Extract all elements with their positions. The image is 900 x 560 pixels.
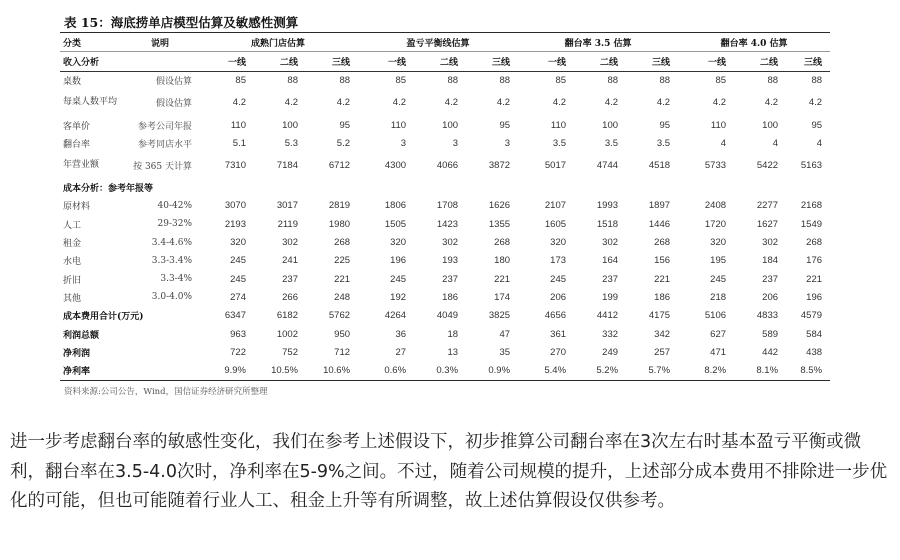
table-cell: 193	[442, 255, 459, 267]
table-row	[60, 252, 830, 270]
table-cell: 274	[230, 291, 246, 303]
table-cell: 13	[447, 346, 459, 358]
table-cell: 237	[762, 273, 779, 285]
table-cell: 302	[602, 237, 619, 249]
table-cell: 4833	[756, 310, 779, 322]
category-header: 分类	[60, 33, 122, 52]
table-cell	[414, 178, 466, 196]
table-cell: 1423	[436, 218, 459, 230]
table-cell: 1505	[384, 218, 407, 230]
table-cell	[574, 178, 626, 196]
table-cell: 88	[287, 75, 298, 87]
table-cell: 4.2	[336, 97, 351, 109]
row-label: 客单价	[63, 121, 91, 132]
table-cell: 249	[602, 346, 619, 358]
table-cell: 221	[806, 273, 823, 285]
tier-header: 一线	[198, 52, 254, 71]
table-cell: 320	[390, 237, 407, 249]
table-row	[60, 270, 830, 288]
row-label: 其他	[63, 293, 82, 304]
table-cell: 95	[499, 119, 511, 131]
table-row	[60, 343, 830, 361]
table-cell: 2119	[277, 218, 298, 230]
table-cell: 245	[230, 255, 246, 267]
table-cell: 722	[230, 346, 246, 358]
row-note: 假设估算	[155, 77, 192, 88]
table-cell: 268	[806, 237, 823, 249]
row-label: 成本费用合计(万元)	[63, 312, 144, 323]
table-cell: 4.2	[392, 97, 407, 109]
table-cell: 100	[762, 119, 779, 131]
table-cell: 7184	[276, 159, 298, 171]
table-cell: 27	[395, 346, 407, 358]
table-row	[60, 71, 830, 90]
table-cell: 950	[334, 328, 351, 340]
table-cell: 245	[710, 273, 727, 285]
table-cell: 584	[806, 328, 823, 340]
table-cell: 332	[602, 328, 619, 340]
table-cell: 4.2	[656, 97, 671, 109]
table-cell: 320	[550, 237, 567, 249]
table-cell: 3825	[488, 310, 511, 322]
table-cell: 268	[494, 237, 511, 249]
table-cell: 4049	[436, 310, 459, 322]
table-cell: 0.3%	[414, 361, 466, 380]
tier-header: 二线	[254, 52, 306, 71]
table-cell: 3.5	[604, 137, 619, 149]
tier-header: 一线	[678, 52, 734, 71]
table-cell: 110	[230, 119, 246, 131]
table-cell: 752	[282, 346, 298, 358]
table-cell: 206	[762, 291, 779, 303]
table-cell: 237	[602, 273, 619, 285]
tier-header: 一线	[358, 52, 414, 71]
table-header-tiers	[60, 52, 830, 71]
table-cell: 5422	[756, 159, 779, 171]
row-note	[122, 325, 198, 343]
row-label: 原材料	[63, 202, 91, 213]
table-cell: 221	[654, 273, 671, 285]
table-row	[60, 90, 830, 116]
table-cell: 6347	[224, 310, 246, 322]
table-row	[60, 134, 830, 152]
table-cell: 4579	[800, 310, 823, 322]
table-cell: 47	[499, 328, 511, 340]
table-cell: 4264	[384, 310, 407, 322]
table-row	[60, 233, 830, 251]
table-cell: 241	[282, 255, 298, 267]
table-cell: 237	[282, 273, 298, 285]
table-cell: 1626	[488, 200, 511, 212]
row-label: 利润总额	[63, 330, 100, 341]
table-cell: 3017	[276, 200, 298, 212]
row-label: 翻台率	[63, 139, 91, 150]
table-cell: 5163	[800, 159, 823, 171]
table-cell: 248	[334, 291, 351, 303]
table-row	[60, 361, 830, 380]
tier-header: 一线	[518, 52, 574, 71]
table-cell: 186	[442, 291, 459, 303]
table-cell: 6712	[328, 159, 351, 171]
table-cell: 0.9%	[466, 361, 518, 380]
table-cell: 88	[499, 75, 511, 87]
table-cell: 4518	[648, 159, 671, 171]
table-cell: 1720	[704, 218, 727, 230]
table-cell	[254, 178, 306, 196]
table-row	[60, 325, 830, 343]
row-note: 参考公司年报	[137, 121, 192, 132]
table-cell: 180	[494, 255, 511, 267]
row-note: 3.3-3.4%	[151, 255, 192, 266]
table-cell: 88	[767, 75, 779, 87]
table-row	[60, 288, 830, 306]
table-cell: 5.7%	[626, 361, 678, 380]
table-cell: 342	[654, 328, 671, 340]
table-cell: 268	[654, 237, 671, 249]
tier-header: 三线	[466, 52, 518, 71]
store-model-table	[60, 33, 830, 381]
table-cell: 173	[550, 255, 567, 267]
table-cell: 4744	[596, 159, 619, 171]
table-cell: 4.2	[764, 97, 779, 109]
table-source-note: 资料来源:公司公告，Wind，国信证券经济研究所整理	[64, 386, 268, 397]
table-cell: 627	[710, 328, 727, 340]
table-cell: 35	[499, 346, 511, 358]
table-cell: 88	[811, 75, 823, 87]
table-cell: 2819	[328, 200, 351, 212]
table-cell: 192	[390, 291, 407, 303]
table-cell: 2408	[704, 200, 727, 212]
table-cell: 184	[762, 255, 779, 267]
table-cell: 3.5	[552, 137, 567, 149]
row-label: 净利率	[60, 361, 122, 380]
table-cell	[518, 178, 574, 196]
table-cell: 245	[390, 273, 407, 285]
table-cell: 4.2	[232, 97, 246, 109]
table-cell: 186	[654, 291, 671, 303]
row-note: 假设估算	[155, 99, 192, 110]
group-header: 盈亏平衡线估算	[358, 33, 518, 52]
table-cell	[786, 178, 830, 196]
tier-header: 二线	[414, 52, 466, 71]
table-cell: 88	[339, 75, 351, 87]
table-cell: 0.6%	[358, 361, 414, 380]
table-cell: 5733	[704, 159, 727, 171]
table-cell: 245	[230, 273, 246, 285]
table-cell: 85	[235, 75, 246, 87]
tier-header: 二线	[734, 52, 786, 71]
table-cell: 3	[504, 137, 511, 149]
table-cell: 361	[550, 328, 567, 340]
table-cell: 2168	[800, 200, 823, 212]
table-cell: 110	[550, 119, 567, 131]
table-row	[60, 116, 830, 134]
table-cell: 3	[400, 137, 407, 149]
table-cell: 268	[334, 237, 351, 249]
table-cell: 712	[334, 346, 351, 358]
table-cell: 266	[282, 291, 298, 303]
tier-header: 三线	[786, 52, 830, 71]
table-cell: 1355	[488, 218, 511, 230]
table-cell	[358, 178, 414, 196]
table-cell: 95	[811, 119, 823, 131]
table-cell: 196	[390, 255, 407, 267]
table-cell: 1605	[544, 218, 567, 230]
table-cell: 270	[550, 346, 567, 358]
table-cell: 4.2	[496, 97, 511, 109]
row-label: 每桌人数平均	[63, 97, 118, 108]
table-row	[60, 178, 830, 196]
table-cell: 4.2	[444, 97, 459, 109]
table-cell: 85	[555, 75, 567, 87]
table-cell: 221	[334, 273, 351, 285]
table-cell: 2107	[544, 200, 567, 212]
row-label: 成本分析：参考年报等	[63, 184, 154, 195]
row-note: 3.3-4%	[160, 274, 192, 285]
estimate-table-section	[60, 14, 830, 397]
table-cell: 156	[654, 255, 671, 267]
row-label: 人工	[63, 220, 82, 231]
table-cell: 100	[282, 119, 298, 131]
table-cell	[734, 178, 786, 196]
table-cell: 1708	[436, 200, 459, 212]
table-cell: 2277	[756, 200, 779, 212]
table-cell: 3872	[488, 159, 511, 171]
table-cell: 8.1%	[734, 361, 786, 380]
tier-header: 二线	[574, 52, 626, 71]
table-cell: 8.2%	[678, 361, 734, 380]
table-cell: 4.2	[604, 97, 619, 109]
table-cell: 176	[806, 255, 823, 267]
table-cell: 5.2%	[574, 361, 626, 380]
table-cell: 5.3	[284, 137, 298, 149]
table-cell: 1518	[596, 218, 619, 230]
table-cell: 199	[602, 291, 619, 303]
table-cell: 218	[710, 291, 727, 303]
table-cell: 36	[395, 328, 407, 340]
table-cell: 110	[390, 119, 407, 131]
table-cell: 95	[339, 119, 351, 131]
table-cell: 206	[550, 291, 567, 303]
row-label: 租金	[63, 239, 82, 250]
table-cell: 10.5%	[254, 361, 306, 380]
table-cell	[198, 178, 254, 196]
group-header: 成熟门店估算	[198, 33, 358, 52]
table-cell	[626, 178, 678, 196]
table-cell: 85	[715, 75, 727, 87]
table-row	[60, 307, 830, 325]
table-cell: 88	[607, 75, 619, 87]
body-paragraph: 进一步考虑翻台率的敏感性变化，我们在参考上述假设下，初步推算公司翻台率在3次左右时基本盈亏平衡或微利，翻台率在3.5-4.0次时，净利率在5-9%之间。不过，随着公司规模的提升，上述部分成本费用不排除进一步优化的可能，但也可能随着行业人工、租金上升等有所调整，故上述估算假设仅供参考。	[10, 432, 888, 511]
table-cell: 1627	[756, 218, 779, 230]
table-cell	[306, 178, 358, 196]
table-cell: 3070	[224, 200, 246, 212]
row-note: 40-42%	[157, 200, 192, 211]
table-cell: 100	[602, 119, 619, 131]
table-cell: 438	[806, 346, 823, 358]
table-cell: 1897	[648, 200, 671, 212]
table-cell: 8.5%	[786, 361, 830, 380]
row-note: 3.4-4.6%	[151, 237, 192, 248]
table-cell: 1806	[384, 200, 407, 212]
table-cell: 4	[772, 137, 779, 149]
table-cell: 4.2	[552, 97, 567, 109]
table-cell: 1549	[800, 218, 823, 230]
table-cell: 85	[395, 75, 407, 87]
table-cell: 589	[762, 328, 779, 340]
row-label: 桌数	[63, 77, 82, 88]
table-cell: 196	[806, 291, 823, 303]
row-label: 年营业额	[63, 159, 100, 170]
table-cell: 95	[659, 119, 671, 131]
table-row	[60, 197, 830, 215]
table-cell: 302	[442, 237, 459, 249]
table-cell: 442	[762, 346, 779, 358]
table-cell: 1002	[276, 328, 298, 340]
table-cell: 4.2	[284, 97, 298, 109]
table-body	[60, 71, 830, 380]
table-cell: 9.9%	[198, 361, 254, 380]
table-cell: 1980	[328, 218, 351, 230]
table-cell: 4	[816, 137, 823, 149]
table-row	[60, 152, 830, 178]
table-cell: 5.2	[336, 137, 351, 149]
table-cell: 245	[550, 273, 567, 285]
table-cell: 2193	[224, 218, 246, 230]
revenue-analysis-header: 收入分析	[60, 52, 122, 71]
table-cell: 5.4%	[518, 361, 574, 380]
table-cell: 320	[710, 237, 727, 249]
table-cell: 5.1	[232, 137, 246, 149]
table-caption: 表 15：海底捞单店模型估算及敏感性测算	[60, 14, 830, 33]
table-cell: 100	[442, 119, 459, 131]
row-label: 折旧	[63, 275, 82, 286]
table-cell: 5017	[544, 159, 567, 171]
table-cell: 4412	[596, 310, 619, 322]
table-cell: 302	[282, 237, 298, 249]
table-cell: 963	[230, 328, 246, 340]
group-header: 翻台率 3.5 估算	[518, 33, 678, 52]
table-cell: 88	[447, 75, 459, 87]
table-cell: 1446	[648, 218, 671, 230]
table-cell: 4656	[544, 310, 567, 322]
table-cell: 225	[334, 255, 351, 267]
row-note: 3.0-4.0%	[151, 292, 192, 303]
table-row	[60, 215, 830, 233]
table-cell	[466, 178, 518, 196]
table-cell: 5762	[328, 310, 351, 322]
row-label: 水电	[63, 257, 82, 268]
table-cell: 88	[659, 75, 671, 87]
tier-header: 三线	[306, 52, 358, 71]
table-cell: 320	[230, 237, 246, 249]
table-cell: 4.2	[712, 97, 727, 109]
table-cell	[678, 178, 734, 196]
row-note: 29-32%	[157, 219, 192, 230]
table-cell: 3.5	[656, 137, 671, 149]
group-header: 翻台率 4.0 估算	[678, 33, 830, 52]
table-cell: 221	[494, 273, 511, 285]
table-cell: 1993	[596, 200, 619, 212]
table-cell: 3	[452, 137, 459, 149]
table-cell: 174	[494, 291, 511, 303]
row-note	[122, 343, 198, 361]
table-cell: 4175	[648, 310, 671, 322]
note-header: 说明	[122, 33, 198, 52]
table-cell: 5106	[704, 310, 727, 322]
table-cell: 4.2	[808, 97, 823, 109]
table-header-groups	[60, 33, 830, 52]
table-cell: 7310	[224, 159, 246, 171]
table-cell: 302	[762, 237, 779, 249]
table-cell: 164	[602, 255, 619, 267]
table-cell: 6182	[276, 310, 298, 322]
table-cell: 10.6%	[306, 361, 358, 380]
table-cell: 4066	[436, 159, 459, 171]
tier-header: 三线	[626, 52, 678, 71]
table-cell: 257	[654, 346, 671, 358]
row-note: 参考同店水平	[137, 139, 192, 150]
table-cell: 237	[442, 273, 459, 285]
row-label: 净利润	[63, 348, 91, 359]
table-cell: 471	[710, 346, 727, 358]
row-note: 按 365 天计算	[133, 161, 192, 172]
table-cell: 4	[720, 137, 727, 149]
table-cell: 195	[710, 255, 727, 267]
row-note	[122, 361, 198, 380]
table-cell: 18	[447, 328, 459, 340]
table-cell: 110	[710, 119, 727, 131]
table-cell: 4300	[384, 159, 407, 171]
